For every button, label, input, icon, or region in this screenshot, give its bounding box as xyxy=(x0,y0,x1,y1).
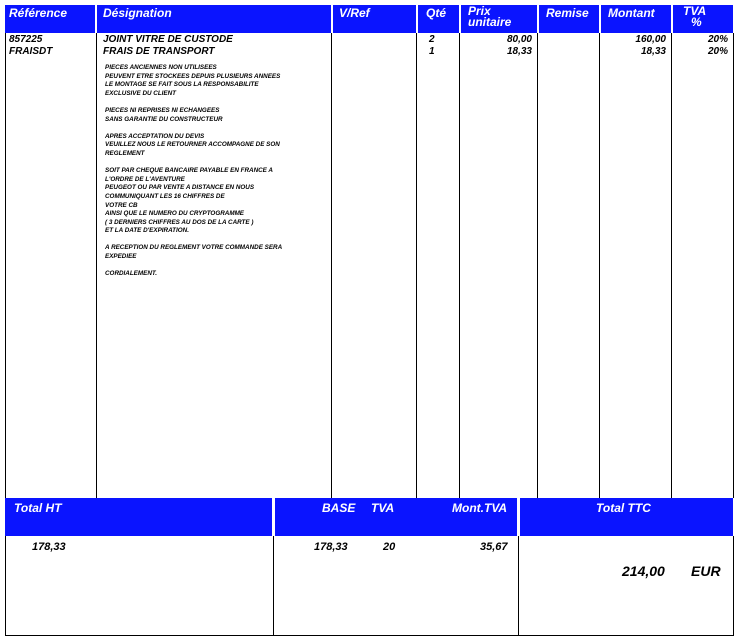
header-divider xyxy=(537,5,539,33)
note-line: EXPEDIEE xyxy=(105,253,137,261)
column-divider xyxy=(671,33,672,498)
column-divider xyxy=(537,33,538,498)
note-line: REGLEMENT xyxy=(105,149,145,157)
note-line: VEUILLEZ NOUS LE RETOURNER ACCOMPAGNE DE SON xyxy=(105,141,280,149)
row-designation: JOINT VITRE DE CUSTODE xyxy=(103,34,233,45)
note-line: SANS GARANTIE DU CONSTRUCTEUR xyxy=(105,115,223,123)
body-border-right xyxy=(733,33,734,498)
totals-border-bottom xyxy=(5,635,734,636)
total-ht-label: Total HT xyxy=(14,501,62,515)
row-prix: 18,33 xyxy=(506,46,532,57)
mont-tva-value: 35,67 xyxy=(480,541,508,553)
totals-header-divider xyxy=(517,498,520,536)
note-line: APRES ACCEPTATION DU DEVIS xyxy=(105,132,205,140)
note-line: LE MONTAGE SE FAIT SOUS LA RESPONSABILITE xyxy=(105,81,259,89)
header-tva-line1: TVA xyxy=(683,4,707,18)
column-divider xyxy=(599,33,600,498)
header-designation: Désignation xyxy=(103,6,172,20)
note-line: L'ORDRE DE L'AVENTURE xyxy=(105,175,185,183)
base-label: BASE xyxy=(322,501,356,515)
row-tva: 20% xyxy=(707,34,728,45)
note-line: PIECES NI REPRISES NI ECHANGEES xyxy=(105,106,220,114)
base-value: 178,33 xyxy=(314,541,348,553)
header-divider xyxy=(599,5,601,33)
header-prix-line1: Prix xyxy=(468,4,491,18)
row-reference: FRAISDT xyxy=(9,46,53,57)
row-montant: 18,33 xyxy=(640,46,666,57)
header-divider xyxy=(671,5,673,33)
row-designation: FRAIS DE TRANSPORT xyxy=(103,46,215,57)
note-line: CORDIALEMENT. xyxy=(105,270,158,278)
header-remise: Remise xyxy=(546,6,589,20)
header-divider xyxy=(416,5,418,33)
tva-rate-value: 20 xyxy=(383,541,396,553)
column-divider xyxy=(459,33,460,498)
body-border-left xyxy=(5,33,6,498)
row-tva: 20% xyxy=(707,46,728,57)
note-line: SOIT PAR CHEQUE BANCAIRE PAYABLE EN FRANCE A xyxy=(105,167,273,175)
table-row xyxy=(0,45,737,57)
quote-notes xyxy=(105,64,337,287)
header-divider xyxy=(331,5,333,33)
note-line: VOTRE CB xyxy=(105,201,138,209)
note-line: A RECEPTION DU REGLEMENT VOTRE COMMANDE SERA xyxy=(105,244,283,252)
header-vref: V/Ref xyxy=(339,6,370,20)
header-qte: Qté xyxy=(426,6,447,20)
note-line: ET LA DATE D'EXPIRATION. xyxy=(105,227,189,235)
column-divider xyxy=(96,33,97,498)
column-divider xyxy=(416,33,417,498)
header-tva-line2: % xyxy=(691,15,702,29)
totals-border-left xyxy=(5,536,6,636)
tva-label: TVA xyxy=(371,501,395,515)
totals-header-divider xyxy=(272,498,275,536)
note-line: ( 3 DERNIERS CHIFFRES AU DOS DE LA CARTE ) xyxy=(105,218,254,226)
row-reference: 857225 xyxy=(9,34,43,45)
totals-border-right xyxy=(733,536,734,636)
note-paragraph xyxy=(105,107,337,124)
note-paragraph xyxy=(105,244,337,261)
totals-divider xyxy=(518,536,519,636)
header-divider xyxy=(95,5,97,33)
currency-label: EUR xyxy=(691,563,721,579)
note-paragraph xyxy=(105,133,337,159)
note-line: COMMUNIQUANT LES 16 CHIFFRES DE xyxy=(105,192,225,200)
note-line: PIECES ANCIENNES NON UTILISEES xyxy=(105,64,217,71)
header-reference: Référence xyxy=(9,6,68,20)
note-line: PEUGEOT OU PAR VENTE A DISTANCE EN NOUS xyxy=(105,184,255,192)
header-divider xyxy=(459,5,461,33)
row-prix: 80,00 xyxy=(506,34,532,45)
note-paragraph xyxy=(105,270,337,279)
mont-tva-label: Mont.TVA xyxy=(452,501,508,515)
row-montant: 160,00 xyxy=(635,34,666,45)
total-ttc-label: Total TTC xyxy=(596,501,651,515)
note-paragraph xyxy=(105,167,337,236)
total-ht-value: 178,33 xyxy=(32,541,66,553)
header-prix-line2: unitaire xyxy=(468,15,512,29)
totals-divider xyxy=(273,536,274,636)
note-line: PEUVENT ETRE STOCKEES DEPUIS PLUSIEURS ANNEES xyxy=(105,72,281,80)
table-row xyxy=(0,33,737,45)
note-paragraph xyxy=(105,64,337,98)
header-montant: Montant xyxy=(608,6,655,20)
row-qte: 2 xyxy=(429,34,435,45)
note-line: EXCLUSIVE DU CLIENT xyxy=(105,89,177,97)
note-line: AINSI QUE LE NUMERO DU CRYPTOGRAMME xyxy=(105,210,245,218)
total-ttc-value: 214,00 xyxy=(622,563,665,579)
row-qte: 1 xyxy=(429,46,435,57)
